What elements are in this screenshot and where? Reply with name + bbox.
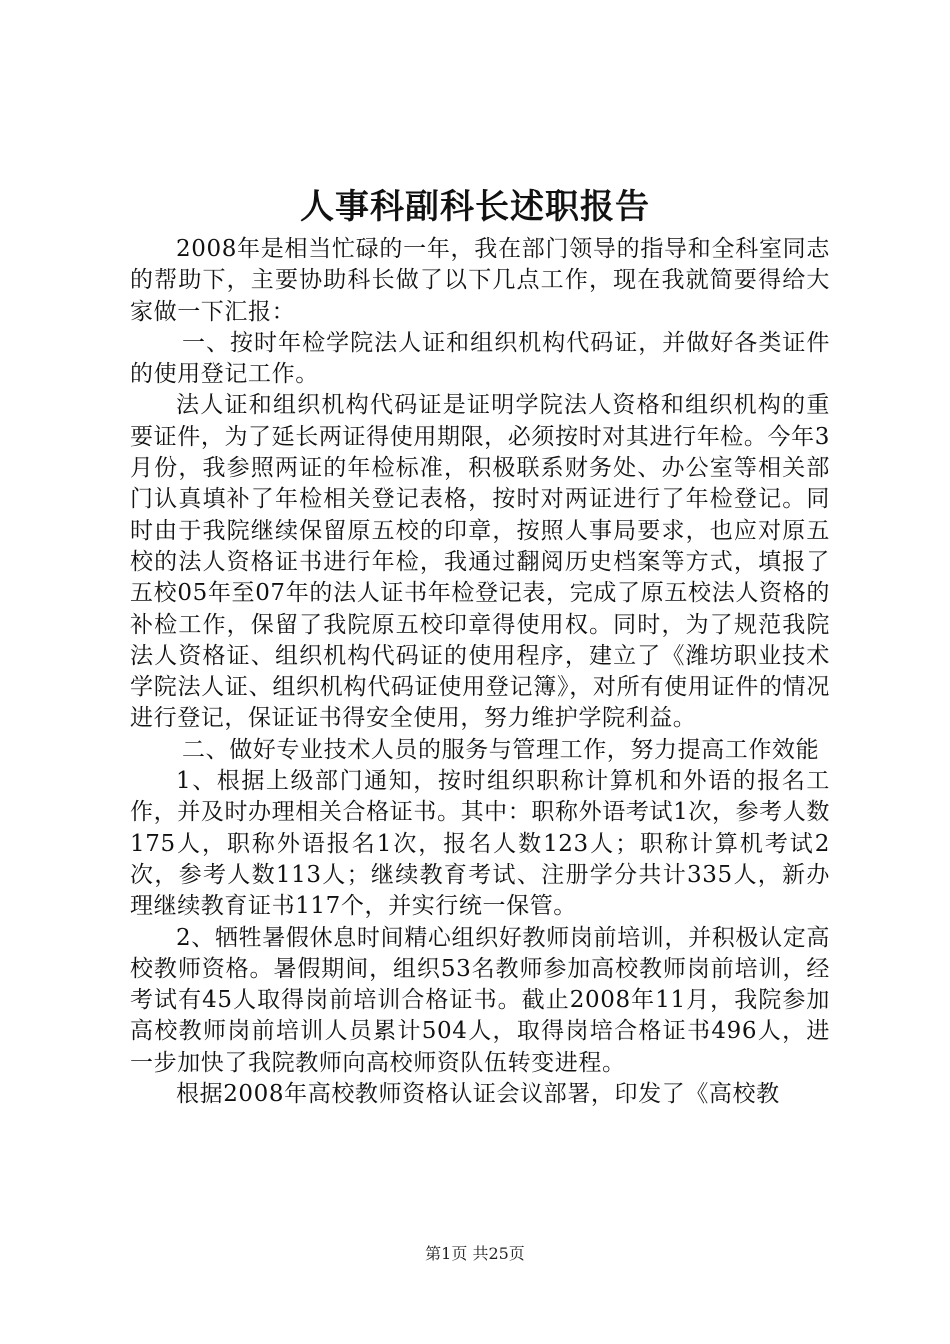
section-heading-1: 一、按时年检学院法人证和组织机构代码证，并做好各类证件的使用登记工作。	[130, 329, 830, 388]
document-title: 人事科副科长述职报告	[300, 187, 650, 227]
intro-paragraph: 2008年是相当忙碌的一年，我在部门领导的指导和全科室同志的帮助下，主要协助科长做了以下几点工作，现在我就简要得给大家做一下汇报：	[130, 236, 830, 325]
body-paragraph-continued: 根据2008年高校教师资格认证会议部署，印发了《高校教	[176, 1081, 780, 1108]
list-item-2: 2、牺牲暑假休息时间精心组织好教师岗前培训，并积极认定高校教师资格。暑假期间，组织53名教师参加高校教师岗前培训，经考试有45人取得岗前培训合格证书。截止2008年11月，我院参加高校教师岗前培训人员累计504人，取得岗培合格证书496人，进一步加快了我院教师向高校师资队伍转变进程。	[130, 924, 830, 1076]
section-heading-2: 二、做好专业技术人员的服务与管理工作，努力提高工作效能	[182, 736, 820, 763]
list-item-1: 1、根据上级部门通知，按时组织职称计算机和外语的报名工作，并及时办理相关合格证书。其中：职称外语考试1次，参考人数175人，职称外语报名1次，报名人数123人；职称计算机考试2次，参考人数113人；继续教育考试、注册学分共计335人，新办理继续教育证书117个，并实行统一保管。	[130, 768, 830, 920]
page-number: 第1页 共25页	[425, 1244, 525, 1263]
document-body	[130, 234, 830, 1110]
body-paragraph: 法人证和组织机构代码证是证明学院法人资格和组织机构的重要证件，为了延长两证得使用期限，必须按时对其进行年检。今年3月份，我参照两证的年检标准，积极联系财务处、办公室等相关部门认真填补了年检相关登记表格，按时对两证进行了年检登记。同时由于我院继续保留原五校的印章，按照人事局要求，也应对原五校的法人资格证书进行年检，我通过翻阅历史档案等方式，填报了五校05年至07年的法人证书年检登记表，完成了原五校法人资格的补检工作，保留了我院原五校印章得使用权。同时，为了规范我院法人资格证、组织机构代码证的使用程序，建立了《潍坊职业技术学院法人证、组织机构代码证使用登记簿》，对所有使用证件的情况进行登记，保证证书得安全使用，努力维护学院利益。	[130, 392, 830, 732]
